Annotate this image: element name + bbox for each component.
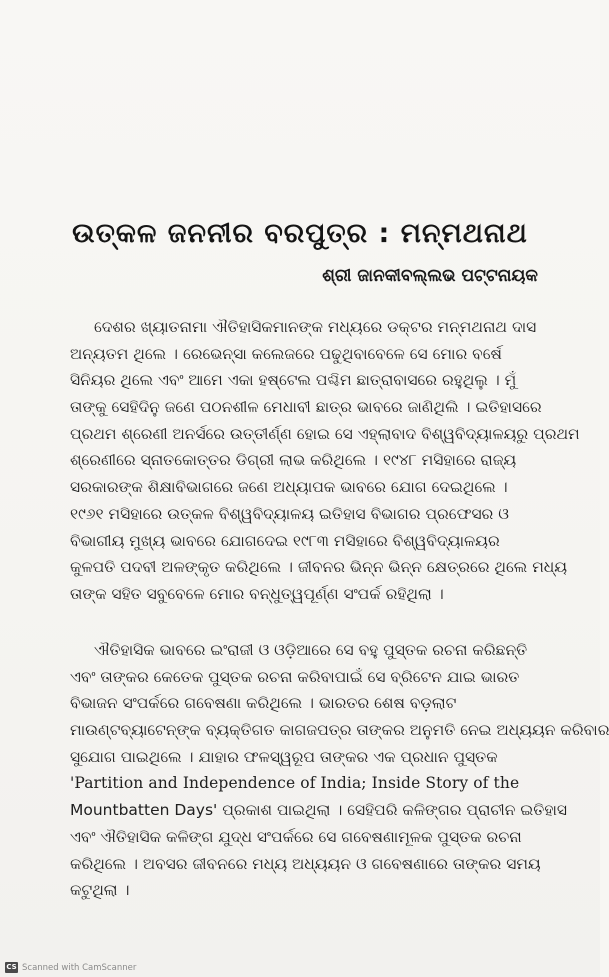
paragraph-1 [70, 314, 580, 608]
scanner-label: Scanned with CamScanner [22, 962, 137, 973]
text-line: ଏବଂ ତାଙ୍କର କେତେକ ପୁସ୍ତକ ରଚନା କରିବାପାଇଁ ସେ ବ୍ରିଟେନ ଯାଇ ଭାରତ [70, 667, 520, 686]
text-line: ୧୯୬୧ ମସିହାରେ ଉତ୍କଳ ବିଶ୍ୱବିଦ୍ୟାଳୟ ଇତିହାସ ବିଭାଗର ପ୍ରଫେସର ଓ [70, 504, 509, 523]
paragraph-2 [70, 637, 609, 904]
author-name: ଶ୍ରୀ ଜାନକୀବଲ୍ଲଭ ପଟ୍ଟନାୟକ [322, 266, 538, 286]
article-title: ଉତ୍କଳ ଜନନୀର ବରପୁତ୍ର : ମନ୍ମଥନାଥ [72, 218, 528, 249]
text-line: ଅନ୍ୟତମ ଥିଲେ । ରେଭେନ୍ସା କଲେଜରେ ପଢୁଥିବାବେଳେ ସେ ମୋର ବର୍ଷେ [70, 344, 502, 363]
text-line: ବିଭାଜନ ସଂପର୍କରେ ଗବେଷଣା କରିଥିଲେ । ଭାରତର ଶେଷ ବଡ଼ଲାଟ [70, 694, 457, 713]
text-line: ସୁଯୋଗ ପାଇଥିଲେ । ଯାହାର ଫଳସ୍ୱରୂପ ତାଙ୍କର ଏକ ପ୍ରଧାନ ପୁସ୍ତକ [70, 747, 498, 766]
text-line: ମାଉଣ୍ଟବ୍ୟାଟେନ୍‌ଙ୍କ ବ୍ୟକ୍ତିଗତ କାଗଜପତ୍ର ତାଙ୍କର ଅନୁମତି ନେଇ ଅଧ୍ୟୟନ କରିବାର [70, 721, 609, 740]
text-line: କୁଳପତି ପଦବୀ ଅଳଙ୍କୃତ କରିଥିଲେ । ଜୀବନର ଭିନ୍ନ ଭିନ୍ନ କ୍ଷେତ୍ରରେ ଥିଲେ ମଧ୍ୟ [70, 558, 568, 577]
text-line: ଶ୍ରେଣୀରେ ସ୍ନାତକୋତ୍ତର ଡିଗ୍ରୀ ଲାଭ କରିଥିଲେ । ୧୯୪୮ ମସିହାରେ ରାଜ୍ୟ [70, 451, 517, 470]
text-line: ସରକାରଙ୍କ ଶିକ୍ଷାବିଭାଗରେ ଜଣେ ଅଧ୍ୟାପକ ଭାବରେ ଯୋଗ ଦେଇଥିଲେ । [70, 478, 508, 497]
text-line: ଏବଂ ଐତିହାସିକ କଳିଙ୍ଗ ଯୁଦ୍ଧ ସଂପର୍କରେ ସେ ଗବେଷଣାମୂଳକ ପୁସ୍ତକ ରଚନା [70, 827, 522, 846]
text-line: 'Partition and Independence of India; Inside Story of the [70, 774, 520, 793]
text-line: ଦେଶର ଖ୍ୟାତନାମା ଐତିହାସିକମାନଙ୍କ ମଧ୍ୟରେ ଡକ୍ଟର ମନ୍ମଥନାଥ ଦାସ [94, 318, 537, 336]
text-line: ତାଙ୍କ ସହିତ ସବୁବେଳେ ମୋର ବନ୍ଧୁତ୍ୱପୂର୍ଣ୍ଣ ସଂପର୍କ ରହିଥିଲା । [70, 584, 444, 603]
scanner-watermark [5, 961, 136, 974]
text-line: ସିନିୟର ଥିଲେ ଏବଂ ଆମେ ଏକା ହଷ୍ଟେଲ ପଶ୍ଚିମ ଛାତ୍ରାବାସରେ ରହୁଥିଲୁ । ମୁଁ [70, 371, 517, 390]
text-line: ତାଙ୍କୁ ସେହିଦିନୁ ଜଣେ ପଠନଶୀଳ ମେଧାବୀ ଛାତ୍ର ଭାବରେ ଜାଣିଥିଲି । ଇତିହାସରେ [70, 398, 542, 417]
text-line: କଟୁଥିଲା । [70, 881, 130, 900]
text-line: ବିଭାଗୀୟ ମୁଖ୍ୟ ଭାବରେ ଯୋଗଦେଇ ୧୯୮୩ ମସିହାରେ ବିଶ୍ୱବିଦ୍ୟାଳୟର [70, 531, 500, 550]
camscanner-icon: CS [6, 963, 17, 971]
text-line: Mountbatten Days' ପ୍ରକାଶ ପାଇଥିଲା । ସେହିପରି କଳିଙ୍ଗର ପ୍ରାଚୀନ ଇତିହାସ [70, 801, 568, 820]
text-line: ପ୍ରଥମ ଶ୍ରେଣୀ ଅନର୍ସରେ ଉତ୍ତୀର୍ଣ୍ଣ ହୋଇ ସେ ଏହ୍ଲାବାଦ ବିଶ୍ୱବିଦ୍ୟାଳୟରୁ ପ୍ରଥମ [70, 424, 580, 443]
text-line: ଐତିହାସିକ ଭାବରେ ଇଂରାଜୀ ଓ ଓଡ଼ିଆରେ ସେ ବହୁ ପୁସ୍ତକ ରଚନା କରିଛନ୍ତି [94, 641, 528, 659]
text-line: କରିଥିଲେ । ଅବସର ଜୀବନରେ ମଧ୍ୟ ଅଧ୍ୟୟନ ଓ ଗବେଷଣାରେ ତାଙ୍କର ସମୟ [70, 854, 541, 873]
